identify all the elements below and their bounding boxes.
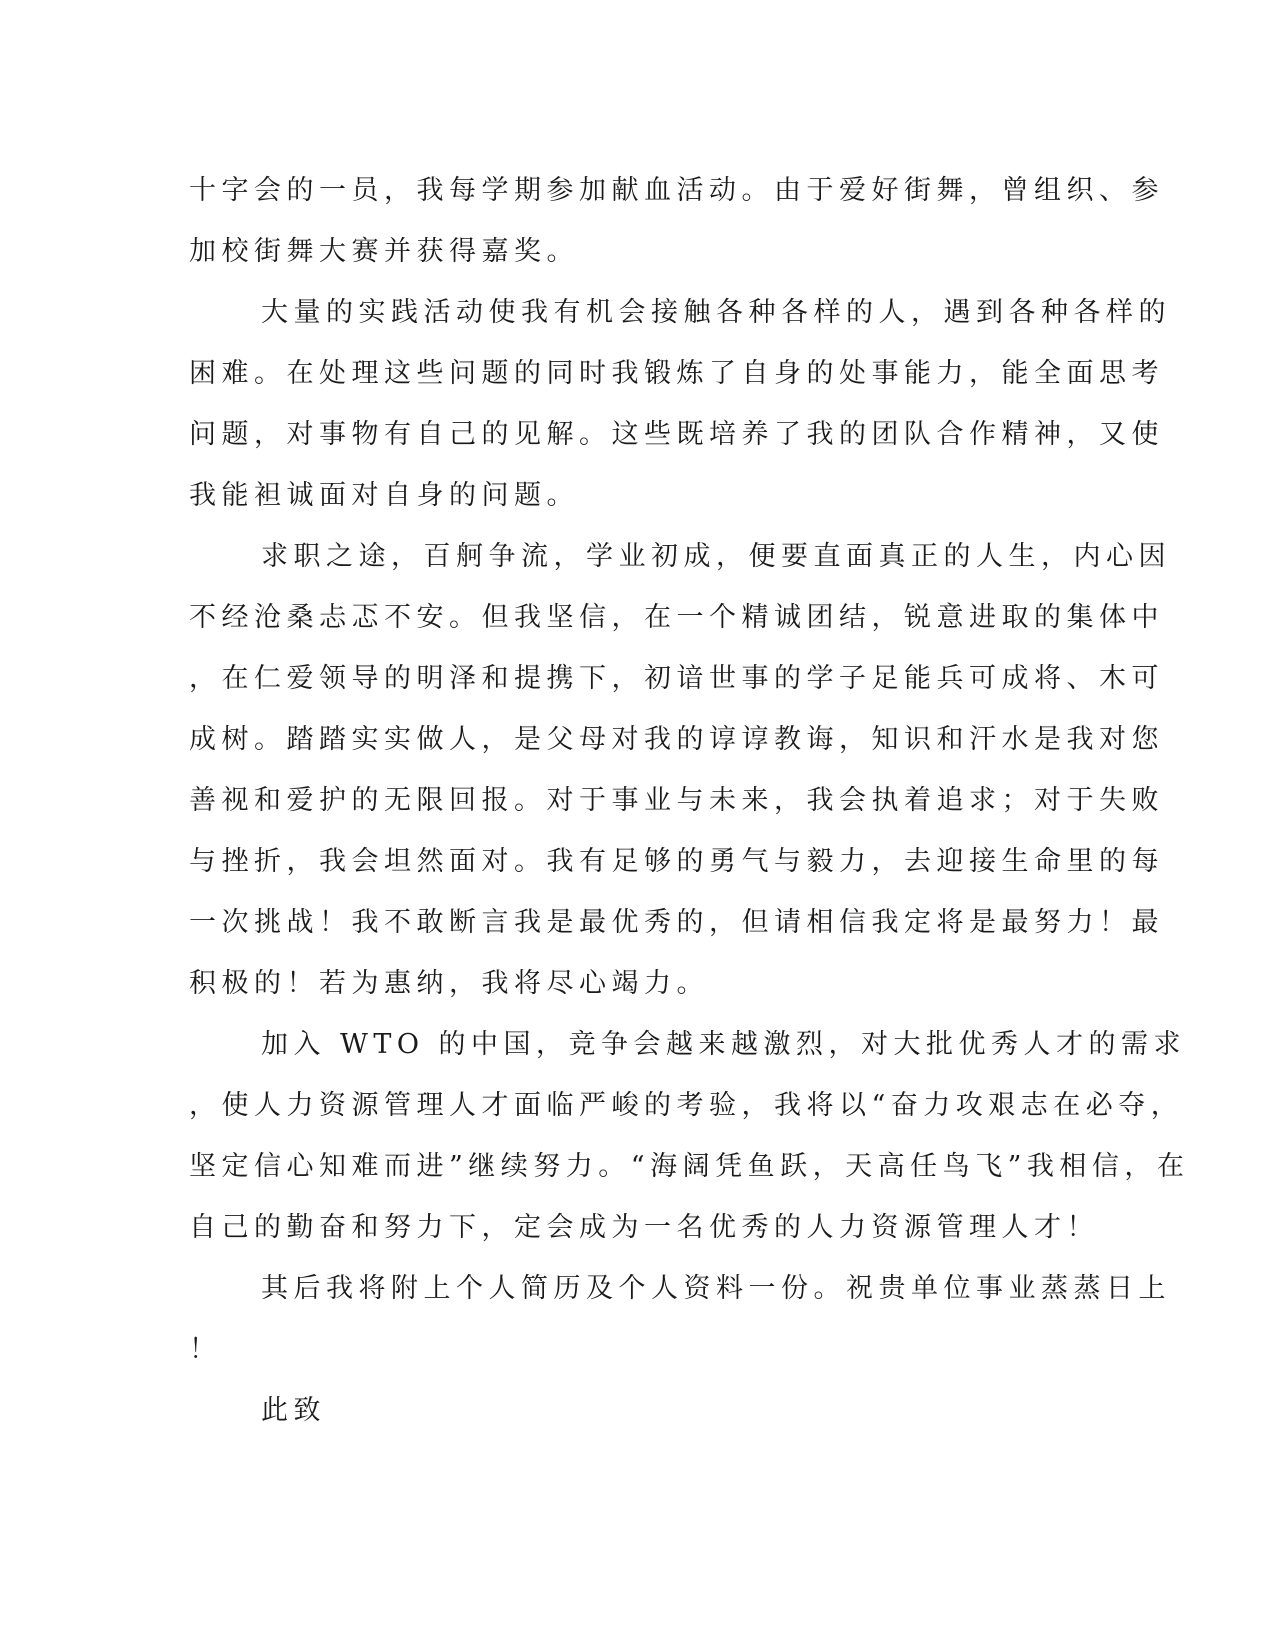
paragraph-start-line: 求职之途，百舸争流，学业初成，便要直面真正的人生，内心因: [261, 541, 1171, 572]
text-line: ，在仁爱领导的明泽和提携下，初谙世事的学子足能兵可成将、木可: [189, 663, 1164, 694]
letter-body: [189, 160, 1190, 1441]
text-line: 自己的勤奋和努力下，定会成为一名优秀的人力资源管理人才！: [189, 1212, 1099, 1243]
text-line: 善视和爱护的无限回报。对于事业与未来，我会执着追求；对于失败: [189, 785, 1164, 816]
text-line: ！: [189, 1334, 222, 1365]
text-line: ，使人力资源管理人才面临严峻的考验，我将以“奋力攻艰志在必夺，: [189, 1090, 1184, 1121]
text-line: 一次挑战！我不敢断言我是最优秀的，但请相信我定将是最努力！最: [189, 907, 1164, 938]
text-line: 加校街舞大赛并获得嘉奖。: [189, 236, 579, 267]
paragraph-start-line: 其后我将附上个人简历及个人资料一份。祝贵单位事业蒸蒸日上: [261, 1273, 1171, 1304]
text-line: 问题，对事物有自己的见解。这些既培养了我的团队合作精神，又使: [189, 419, 1164, 450]
text-line: 我能袒诚面对自身的问题。: [189, 480, 579, 511]
closing-salutation: 此致: [261, 1395, 326, 1426]
text-line: 成树。踏踏实实做人，是父母对我的谆谆教诲，知识和汗水是我对您: [189, 724, 1164, 755]
text-line: 困难。在处理这些问题的同时我锻炼了自身的处事能力，能全面思考: [189, 358, 1164, 389]
text-line: 不经沧桑忐忑不安。但我坚信，在一个精诚团结，锐意进取的集体中: [189, 602, 1164, 633]
paragraph-start-line: 加入 WTO 的中国，竞争会越来越激烈，对大批优秀人才的需求: [261, 1029, 1187, 1060]
text-line: 十字会的一员，我每学期参加献血活动。由于爱好街舞，曾组织、参: [189, 175, 1164, 206]
text-line: 积极的！若为惠纳，我将尽心竭力。: [189, 968, 709, 999]
paragraph-start-line: 大量的实践活动使我有机会接触各种各样的人，遇到各种各样的: [261, 297, 1171, 328]
text-line: 坚定信心知难而进”继续努力。“海阔凭鱼跃，天高任鸟飞”我相信，在: [189, 1151, 1190, 1182]
text-line: 与挫折，我会坦然面对。我有足够的勇气与毅力，去迎接生命里的每: [189, 846, 1164, 877]
